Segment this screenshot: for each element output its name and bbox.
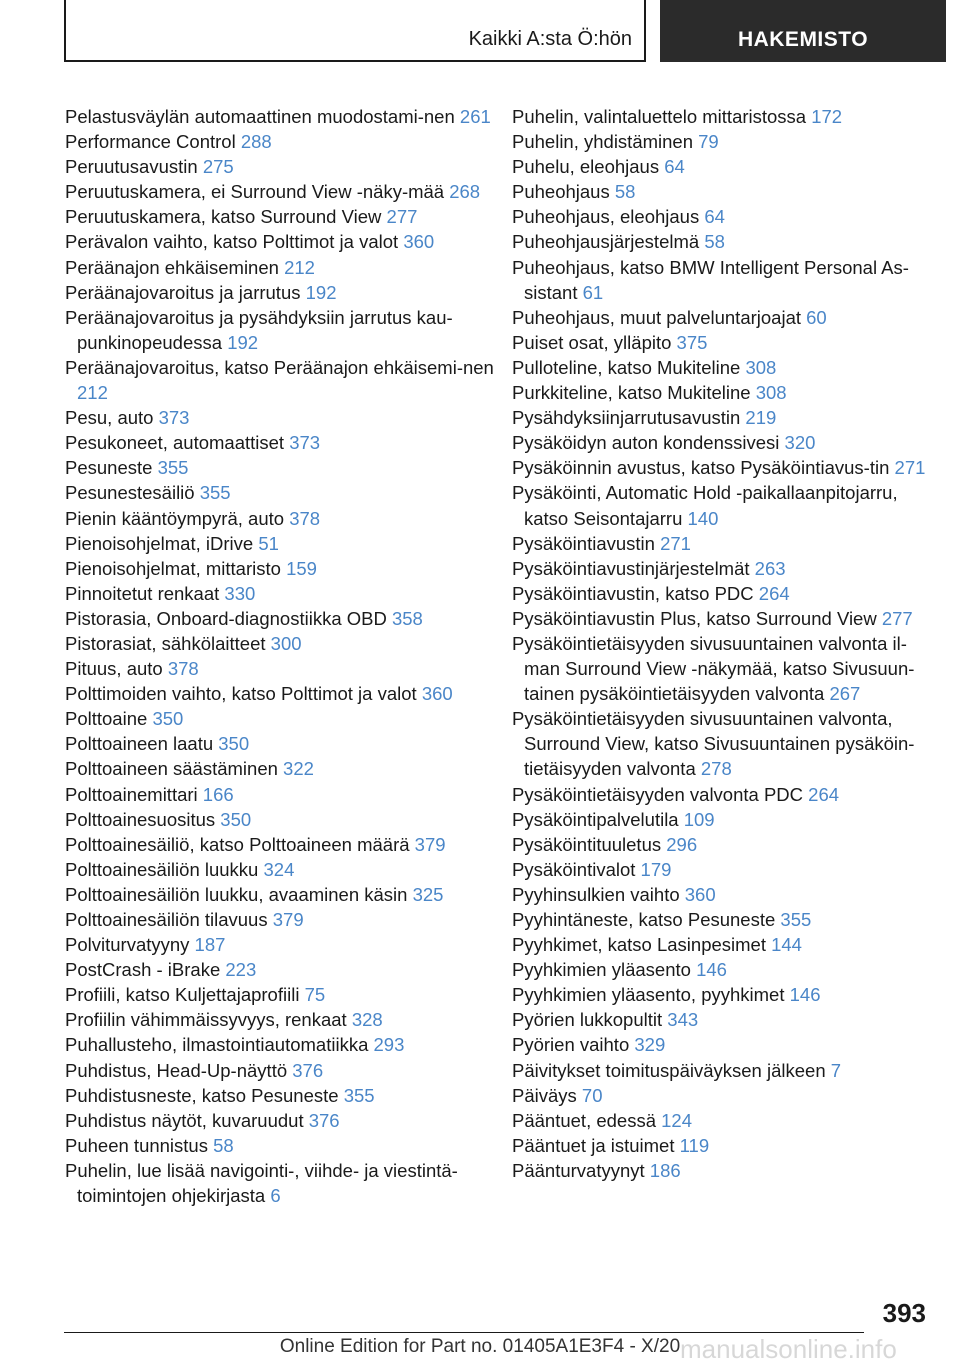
page-link[interactable]: 58 <box>213 1134 234 1156</box>
page-link[interactable]: 375 <box>676 331 708 353</box>
index-entry-text: Pyörien lukkopultit <box>512 1009 668 1031</box>
index-entry-text: Päivitykset toimituspäiväyksen jälkeen <box>512 1059 831 1081</box>
page-link[interactable]: 300 <box>270 632 302 654</box>
index-entry-text: PostCrash - iBrake <box>65 959 226 981</box>
page-link[interactable]: 192 <box>305 281 337 303</box>
index-column-left <box>65 104 495 1208</box>
section-tab-label: Kaikki A:sta Ö:hön <box>468 28 632 50</box>
index-column-right <box>512 104 942 1183</box>
page-link[interactable]: 124 <box>661 1109 693 1131</box>
index-entry-text: Puheohjaus, katso BMW Intelligent Personal As-sistant <box>512 256 909 303</box>
index-entry-text: Puheen tunnistus <box>65 1134 214 1156</box>
page-link[interactable]: 275 <box>202 156 234 178</box>
section-tab[interactable] <box>64 0 646 62</box>
page-link[interactable]: 264 <box>758 582 790 604</box>
page-link[interactable]: 179 <box>640 858 672 880</box>
index-entry-text: Pyyhkimien yläasento <box>512 959 697 981</box>
index-entry-text: Peruutuskamera, ei Surround View -näky-mää <box>65 181 450 203</box>
index-entry <box>65 1108 495 1133</box>
index-entry-text: Pysäköintietäisyyden valvonta PDC <box>512 783 809 805</box>
index-entry <box>512 104 942 129</box>
index-entry <box>65 832 495 857</box>
index-entry <box>512 782 942 807</box>
index-entry-text: Pysäköintituuletus <box>512 833 667 855</box>
page-link[interactable]: 373 <box>289 432 321 454</box>
index-entry-text: Pääntuet, edessä <box>512 1109 662 1131</box>
index-entry-text: Peräänajovaroitus, katso Peräänajon ehkäisemi-nen <box>65 356 494 378</box>
index-entry <box>512 330 942 355</box>
index-entry-text: Profiilin vähimmäissyvyys, renkaat <box>65 1009 352 1031</box>
index-entry <box>65 179 495 204</box>
page-link[interactable]: 360 <box>421 683 453 705</box>
index-entry <box>65 229 495 254</box>
index-entry-text: Pysäköintivalot <box>512 858 641 880</box>
page-link[interactable]: 378 <box>289 507 321 529</box>
page-link[interactable]: 293 <box>373 1034 405 1056</box>
page-link[interactable]: 343 <box>667 1009 699 1031</box>
index-entry-text: Polttoainesäiliön luukku, avaaminen käsin <box>65 883 413 905</box>
page-link[interactable]: 288 <box>240 131 272 153</box>
index-entry-text: Pysäköinti, Automatic Hold -paikallaanpitojarru, katso Seisontajarru <box>512 482 898 529</box>
index-entry <box>512 129 942 154</box>
page-link[interactable]: 355 <box>780 909 812 930</box>
index-entry <box>65 681 495 706</box>
page-link[interactable]: 329 <box>634 1034 666 1056</box>
footer-divider <box>64 1332 864 1333</box>
index-entry-text: Pyyhintäneste, katso Pesuneste <box>512 909 781 930</box>
index-entry-text: Pysäköintiavustin Plus, katso Surround View <box>512 607 882 629</box>
index-entry <box>512 1032 942 1057</box>
page-link[interactable]: 75 <box>304 984 326 1006</box>
index-entry <box>65 405 495 430</box>
index-entry <box>65 857 495 882</box>
index-tab-label: HAKEMISTO <box>737 28 869 51</box>
index-entry <box>512 305 942 330</box>
page-link[interactable]: 60 <box>806 306 827 328</box>
page-link[interactable]: 119 <box>679 1134 710 1156</box>
index-entry <box>65 807 495 832</box>
page-link[interactable]: 267 <box>829 683 861 705</box>
index-entry-text: Pysäköintiavustinjärjestelmät <box>512 557 755 579</box>
index-entry <box>512 556 942 581</box>
page-link[interactable]: 358 <box>391 607 423 629</box>
page-link[interactable]: 379 <box>414 833 446 855</box>
index-entry-text: Puhelin, lue lisää navigointi-, viihde- ja viestintä-toimintojen ohjekirjasta <box>65 1159 458 1207</box>
index-entry <box>65 706 495 731</box>
page-link[interactable]: 146 <box>696 959 727 981</box>
index-entry-text: Pysäköintietäisyyden sivusuuntainen valvonta, Surround View, katso Sivusuuntainen pysäköin-tietäisyyden valvonta <box>512 708 915 780</box>
index-entry <box>65 982 495 1007</box>
index-entry <box>65 606 495 631</box>
index-entry-text: Pesukoneet, automaattiset <box>65 432 290 454</box>
index-entry-text: Pysäköintipalvelutila <box>512 808 684 830</box>
index-entry <box>65 1083 495 1108</box>
page-link[interactable]: 7 <box>830 1059 842 1081</box>
index-entry <box>65 255 495 280</box>
page-link[interactable]: 376 <box>308 1109 340 1131</box>
index-entry-text: Performance Control <box>65 131 241 153</box>
index-entry <box>65 455 495 480</box>
page-link[interactable]: 325 <box>412 883 444 905</box>
index-entry <box>65 1133 495 1158</box>
page-link[interactable]: 350 <box>152 708 184 730</box>
page-link[interactable]: 192 <box>227 331 259 353</box>
page-link[interactable]: 271 <box>660 532 691 554</box>
page-link[interactable]: 212 <box>77 382 108 404</box>
index-entry <box>512 1133 942 1158</box>
page-link[interactable]: 109 <box>683 808 715 830</box>
index-entry-text: Pesu, auto <box>65 407 159 429</box>
page-link[interactable]: 360 <box>684 883 716 905</box>
index-entry <box>512 982 942 1007</box>
index-entry-text: Puhallusteho, ilmastointiautomatiikka <box>65 1034 374 1056</box>
page-link[interactable]: 376 <box>292 1059 324 1081</box>
index-entry-text: Pesuneste <box>65 457 158 479</box>
page-link[interactable]: 146 <box>789 984 821 1006</box>
index-entry-text: Puheohjausjärjestelmä <box>512 231 705 253</box>
page-link[interactable]: 187 <box>194 934 226 956</box>
page-link[interactable]: 219 <box>745 407 777 429</box>
index-entry <box>512 355 942 380</box>
index-entry <box>512 531 942 556</box>
page-link[interactable]: 355 <box>157 457 189 479</box>
page-link[interactable]: 277 <box>881 607 913 629</box>
page-link[interactable]: 355 <box>343 1084 375 1106</box>
index-entry <box>65 731 495 756</box>
index-entry-text: Puheohjaus, eleohjaus <box>512 206 705 228</box>
index-entry <box>512 907 942 932</box>
index-entry <box>65 430 495 455</box>
index-entry <box>65 1032 495 1057</box>
index-entry <box>512 1058 942 1083</box>
index-entry-text: Polttimoiden vaihto, katso Polttimot ja valot <box>65 683 422 705</box>
footer-edition: Online Edition for Part no. 01405A1E3F4 - X/20 <box>279 1336 681 1357</box>
page-link[interactable]: 58 <box>614 181 636 203</box>
index-entry-text: Puhelu, eleohjaus <box>512 156 665 178</box>
index-entry-text: Pienin kääntöympyrä, auto <box>65 507 290 529</box>
page-link[interactable]: 51 <box>258 532 279 554</box>
index-entry-text: Polttoainesuositus <box>65 808 221 830</box>
index-entry <box>65 305 495 355</box>
index-entry-text: Peräänajon ehkäiseminen <box>65 256 285 278</box>
index-entry-text: Pesunestesäiliö <box>65 482 200 504</box>
index-entry-text: Puiset osat, ylläpito <box>512 331 677 353</box>
index-entry-text: Perävalon vaihto, katso Polttimot ja valot <box>65 231 404 253</box>
index-entry <box>65 280 495 305</box>
index-entry-text: Polttoainesäiliö, katso Polttoaineen määrä <box>65 833 415 855</box>
index-entry-text: Polttoainesäiliön tilavuus <box>65 909 273 930</box>
index-entry <box>65 756 495 781</box>
index-entry <box>65 129 495 154</box>
page-link[interactable]: 296 <box>666 833 698 855</box>
index-entry <box>512 480 942 530</box>
index-entry <box>65 1007 495 1032</box>
index-entry-text: Puhdistusneste, katso Pesuneste <box>65 1084 344 1106</box>
index-entry <box>65 882 495 907</box>
index-entry <box>512 405 942 430</box>
index-entry-text: Peruutusavustin <box>65 156 203 178</box>
index-entry <box>512 932 942 957</box>
index-entry-text: Pinnoitetut renkaat <box>65 582 225 604</box>
index-entry <box>512 455 942 480</box>
index-entry <box>65 581 495 606</box>
index-entry-text: Peräänajovaroitus ja jarrutus <box>65 281 306 303</box>
index-entry <box>512 957 942 982</box>
page-link[interactable]: 70 <box>581 1084 603 1106</box>
page-link[interactable]: 373 <box>158 407 190 429</box>
index-entry-text: Pistorasiat, sähkölaitteet <box>65 632 271 654</box>
index-tab[interactable] <box>660 0 946 62</box>
index-entry <box>512 380 942 405</box>
page-link[interactable]: 61 <box>582 281 604 303</box>
index-entry <box>512 154 942 179</box>
index-entry-text: Pysähdyksiinjarrutusavustin <box>512 407 746 429</box>
page-link[interactable]: 261 <box>459 106 491 127</box>
index-entry-text: Pyörien vaihto <box>512 1034 635 1056</box>
index-entry-text: Puhelin, valintaluettelo mittaristossa <box>512 106 812 127</box>
page-link[interactable]: 308 <box>745 356 777 378</box>
page-link[interactable]: 350 <box>220 808 252 830</box>
page-link[interactable]: 172 <box>811 106 843 127</box>
index-entry-text: Polttoainemittari <box>65 783 203 805</box>
index-entry-text: Pelastusväylän automaattinen muodostami-nen <box>65 106 460 127</box>
index-entry-text: Peruutuskamera, katso Surround View <box>65 206 387 228</box>
index-entry <box>512 1108 942 1133</box>
index-entry-text: Päänturvatyynyt <box>512 1159 650 1181</box>
page-link[interactable]: 330 <box>224 582 256 604</box>
page-link[interactable]: 350 <box>218 733 250 755</box>
index-entry <box>512 1007 942 1032</box>
index-entry <box>65 1158 495 1208</box>
page-link[interactable]: 277 <box>386 206 418 228</box>
page-link[interactable]: 212 <box>284 256 315 278</box>
index-entry <box>65 480 495 505</box>
index-entry-text: Pysäköinnin avustus, katso Pysäköintiavus-tin <box>512 457 895 479</box>
index-entry <box>65 154 495 179</box>
index-entry <box>512 430 942 455</box>
page-link[interactable]: 64 <box>664 156 685 178</box>
index-entry-text: Peräänajovaroitus ja pysähdyksiin jarrutus kau-punkinopeudessa <box>65 306 453 353</box>
index-entry <box>512 255 942 305</box>
index-entry-text: Pysäköintiavustin <box>512 532 661 554</box>
page-link[interactable]: 144 <box>771 934 802 956</box>
page-link[interactable]: 322 <box>283 758 314 780</box>
index-entry <box>65 957 495 982</box>
index-entry <box>65 531 495 556</box>
index-entry-text: Polviturvatyyny <box>65 934 195 956</box>
index-entry <box>65 782 495 807</box>
index-entry-text: Pistorasia, Onboard-diagnostiikka OBD <box>65 607 392 629</box>
page-link[interactable]: 355 <box>199 482 231 504</box>
index-entry-text: Purkkiteline, katso Mukiteline <box>512 382 756 404</box>
page-link[interactable]: 263 <box>754 557 786 579</box>
page-link[interactable]: 166 <box>202 783 234 805</box>
page-link[interactable]: 186 <box>649 1159 681 1181</box>
index-entry-text: Pysäköintietäisyyden sivusuuntainen valvonta il-man Surround View -näkymää, katso Sivusuun-tainen pysäköintietäisyyden valvonta <box>512 632 915 705</box>
index-entry <box>512 606 942 631</box>
index-entry-text: Polttoainesäiliön luukku <box>65 858 264 880</box>
index-entry-text: Pyyhkimet, katso Lasinpesimet <box>512 934 772 956</box>
page-link[interactable]: 268 <box>449 181 481 203</box>
page-link[interactable]: 140 <box>687 507 719 529</box>
page-link[interactable]: 159 <box>286 557 317 579</box>
index-entry <box>65 907 495 932</box>
index-entry <box>512 229 942 254</box>
index-entry-text: Pääntuet ja istuimet <box>512 1134 680 1156</box>
index-entry <box>65 932 495 957</box>
index-entry-text: Polttoaine <box>65 708 153 730</box>
index-entry <box>512 706 942 781</box>
index-entry <box>512 807 942 832</box>
index-entry <box>65 355 495 405</box>
index-entry-text: Pyyhkimien yläasento, pyyhkimet <box>512 984 790 1006</box>
index-entry-text: Puheohjaus, muut palveluntarjoajat <box>512 306 807 328</box>
index-entry-text: Profiili, katso Kuljettajaprofiili <box>65 984 305 1006</box>
index-entry <box>512 179 942 204</box>
index-entry <box>512 882 942 907</box>
index-entry <box>512 857 942 882</box>
index-entry <box>512 204 942 229</box>
page-link[interactable]: 271 <box>894 457 926 479</box>
index-entry-text: Puhelin, yhdistäminen <box>512 131 699 153</box>
index-entry <box>65 204 495 229</box>
page-number: 393 <box>882 1298 926 1328</box>
index-entry-text: Pituus, auto <box>65 658 168 680</box>
index-entry-text: Pienoisohjelmat, mittaristo <box>65 557 287 579</box>
page-link[interactable]: 223 <box>225 959 257 981</box>
index-entry-text: Pienoisohjelmat, iDrive <box>65 532 259 554</box>
index-entry-text: Pyyhinsulkien vaihto <box>512 883 685 905</box>
index-entry <box>65 556 495 581</box>
index-entry-text: Päiväys <box>512 1084 582 1106</box>
index-entry <box>65 104 495 129</box>
page-link[interactable]: 58 <box>704 231 725 253</box>
index-entry-text: Pulloteline, katso Mukiteline <box>512 356 746 378</box>
page-link[interactable]: 64 <box>704 206 725 228</box>
watermark: manualsonline.info <box>680 1334 897 1364</box>
page-link[interactable]: 79 <box>698 131 719 153</box>
index-entry <box>65 506 495 531</box>
page-link[interactable]: 324 <box>263 858 295 880</box>
index-entry <box>65 1058 495 1083</box>
page-link[interactable]: 264 <box>808 783 840 805</box>
index-entry <box>65 656 495 681</box>
page-link[interactable]: 360 <box>403 231 435 253</box>
index-entry <box>512 1158 942 1183</box>
index-entry <box>512 832 942 857</box>
page-link[interactable]: 278 <box>700 758 732 780</box>
index-entry-text: Puhdistus, Head-Up-näyttö <box>65 1059 293 1081</box>
index-entry-text: Puheohjaus <box>512 181 615 203</box>
index-entry-text: Polttoaineen säästäminen <box>65 758 284 780</box>
index-entry-text: Puhdistus näytöt, kuvaruudut <box>65 1109 309 1131</box>
page-link[interactable]: 320 <box>784 432 816 454</box>
index-entry-text: Pysäköintiavustin, katso PDC <box>512 582 759 604</box>
page-link[interactable]: 379 <box>272 909 304 930</box>
page-link[interactable]: 308 <box>755 382 787 404</box>
index-entry <box>512 1083 942 1108</box>
page-link[interactable]: 6 <box>270 1185 281 1207</box>
index-entry <box>512 581 942 606</box>
index-entry-text: Polttoaineen laatu <box>65 733 219 755</box>
page-link[interactable]: 328 <box>351 1009 383 1031</box>
index-entry <box>65 631 495 656</box>
page-link[interactable]: 378 <box>167 658 199 680</box>
index-entry-text: Pysäköidyn auton kondenssivesi <box>512 432 785 454</box>
index-entry <box>512 631 942 706</box>
